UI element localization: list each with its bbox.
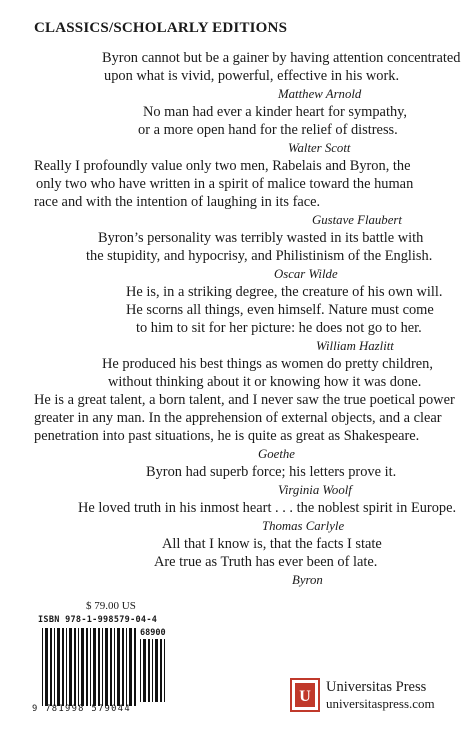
quote-author: Matthew Arnold — [278, 87, 362, 101]
quote-author: Gustave Flaubert — [312, 213, 402, 227]
quote-line: or a more open hand for the relief of distress. — [138, 122, 398, 138]
quote-line: Byron had superb force; his letters prove it. — [146, 464, 397, 480]
quote-author: Byron — [292, 573, 323, 587]
quote-author: William Hazlitt — [316, 339, 394, 353]
quote-line: He is a great talent, a born talent, and I never saw the true poetical power — [34, 392, 455, 408]
quote-line: to him to sit for her picture: he does not go to her. — [136, 320, 422, 336]
ean-digits: 9 781998 579044 — [32, 704, 131, 714]
quote-line: He loved truth in his inmost heart . . . the noblest spirit in Europe. — [78, 500, 457, 516]
quote-author: Walter Scott — [288, 141, 351, 155]
quote-line: He scorns all things, even himself. Nature must come — [126, 302, 434, 318]
quote-line: Really I profoundly value only two men, Rabelais and Byron, the — [34, 158, 411, 174]
quote-line: only two who have written in a spirit of malice toward the human — [36, 176, 414, 192]
addon-digits: 68900 — [140, 628, 166, 638]
quote-line: Are true as Truth has ever been of late. — [154, 554, 378, 570]
quote-line: Byron cannot but be a gainer by having attention concentrated — [102, 50, 461, 66]
quote-line: greater in any man. In the apprehension of external objects, and a clear — [34, 410, 442, 426]
publisher-name: Universitas Press — [326, 679, 427, 695]
series-title: CLASSICS/SCHOLARLY EDITIONS — [34, 20, 288, 36]
quote-line: without thinking about it or knowing how it was done. — [108, 374, 422, 390]
quote-line: the stupidity, and hypocrisy, and Philistinism of the English. — [86, 248, 433, 264]
quote-line: No man had ever a kinder heart for sympathy, — [143, 104, 407, 120]
isbn-label: ISBN 978-1-998579-04-4 — [38, 615, 158, 625]
quote-author: Oscar Wilde — [274, 267, 338, 281]
addon-barcode-bars — [140, 639, 168, 702]
quote-line: upon what is vivid, powerful, effective in his work. — [104, 68, 400, 84]
quote-line: race and with the intention of laughing in its face. — [34, 194, 321, 210]
quote-author: Goethe — [258, 447, 295, 461]
publisher-logo-icon — [290, 678, 320, 712]
quote-author: Virginia Woolf — [278, 483, 352, 497]
quote-line: All that I know is, that the facts I state — [162, 536, 382, 552]
quote-line: He is, in a striking degree, the creature of his own will. — [126, 284, 443, 300]
barcode-bars — [42, 628, 138, 706]
quote-line: He produced his best things as women do pretty children, — [102, 356, 433, 372]
price-label: $ 79.00 US — [86, 600, 136, 612]
isbn-barcode — [30, 612, 170, 716]
svg-text:U: U — [299, 688, 311, 705]
quote-author: Thomas Carlyle — [262, 519, 345, 533]
quote-line: Byron’s personality was terribly wasted in its battle with — [98, 230, 424, 246]
quote-line: penetration into past situations, he is quite as great as Shakespeare. — [34, 428, 420, 444]
publisher-url: universitaspress.com — [326, 696, 435, 711]
